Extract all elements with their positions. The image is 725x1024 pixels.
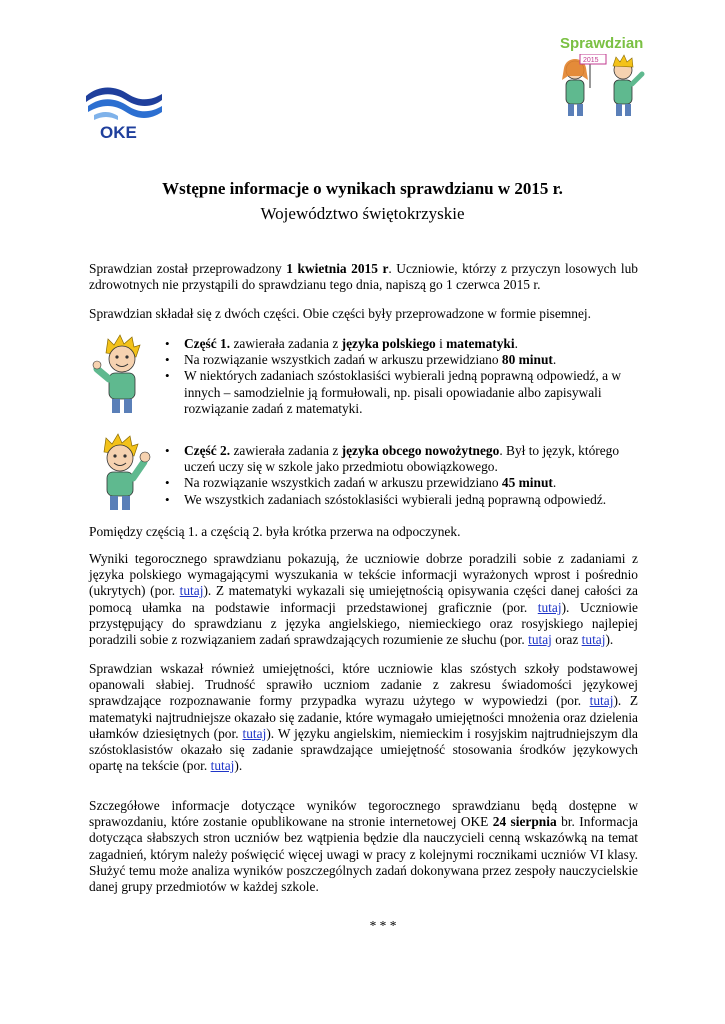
boy-waving-illustration	[94, 432, 152, 512]
link-tutaj[interactable]: tutaj	[528, 632, 552, 648]
bullet-icon: •	[165, 475, 170, 491]
exam-date: 1 kwietnia 2015 r	[286, 261, 389, 276]
list-item: • Na rozwiązanie wszystkich zadań w arkuszu przewidziano 80 minut.	[165, 352, 557, 368]
bullet-icon: •	[165, 336, 170, 351]
bullet-icon: •	[165, 491, 170, 507]
link-tutaj[interactable]: tutaj	[581, 632, 606, 648]
intro-paragraph: Sprawdzian został przeprowadzony 1 kwietnia 2015 r. Uczniowie, którzy z przyczyn losowych lub zdrowotnych nie przystąpili do sprawdzianu tego dnia, napiszą go 1 czerwca 2015 r.	[89, 261, 638, 293]
bullet-icon: •	[165, 443, 170, 458]
oke-logo	[82, 82, 164, 144]
structure-paragraph: Sprawdzian składał się z dwóch części. Obie części były przeprowadzone w formie pisemnej.	[89, 306, 591, 321]
list-item: • Część 1. zawierała zadania z języka polskiego i matematyki.	[165, 336, 518, 351]
page-title: Wstępne informacje o wynikach sprawdzianu w 2015 r.	[162, 179, 563, 198]
link-tutaj[interactable]: tutaj	[242, 725, 267, 741]
bullet-icon: •	[165, 368, 170, 384]
link-tutaj[interactable]: tutaj	[537, 599, 562, 615]
link-tutaj[interactable]: tutaj	[210, 758, 235, 774]
part2-list	[162, 443, 638, 508]
link-tutaj[interactable]: tutaj	[179, 583, 204, 599]
list-item: • Na rozwiązanie wszystkich zadań w arkuszu przewidziano 45 minut.	[165, 475, 557, 491]
section-separator: * * *	[369, 918, 397, 933]
link-tutaj[interactable]: tutaj	[589, 693, 614, 709]
results-weaknesses-paragraph: Sprawdzian wskazał również umiejętności, które uczniowie klas szóstych szkoły podstawowej opanowali słabiej. Trudność sprawiło uczniom zadanie z zakresu świadomości językowej sprawdzające rozpoznawanie formy przypadka wyrazu użytego w wypowiedzi (por. tutaj). Z matematyki najtrudniejsze okazało się zadanie, które wymagało umiejętności mnożenia oraz dzielenia ułamków dziesiętnych (por. tutaj). W języku angielskim, niemieckim i rosyjskim najtrudniejszym dla szóstoklasistów okazało się zadanie sprawdzające umiejętność stosowania środków językowych opartę na tekście (por. tutaj).	[89, 661, 638, 774]
brand-sign-text: 2015	[583, 57, 599, 64]
details-paragraph: Szczegółowe informacje dotyczące wyników tegorocznego sprawdzianu będą dostępne w sprawozdaniu, które zostanie opublikowane na stronie internetowej OKE 24 sierpnia br. Informacja dotycząca słabszych stron uczniów bez wątpienia będzie dla nauczycieli cenną wskazówką na temat zagadnień, którym należy poświęcić więcej uwagi w pracy z kolejnymi rocznikami uczniów VI klasy. Służyć temu może analiza wyników poszczególnych zadań dokonywana przez zespoły nauczycielskie danej grupy przedmiotów w każdej szkole.	[89, 798, 638, 895]
list-item: • Część 2. zawierała zadania z języka obcego nowożytnego. Był to język, którego uczeń uczy się w szkole jako przedmiotu obowiązkowego.	[165, 443, 620, 475]
bullet-icon: •	[165, 352, 170, 368]
break-note: Pomiędzy częścią 1. a częścią 2. była krótka przerwa na odpoczynek.	[89, 524, 461, 539]
sprawdzian-brand-illustration	[548, 36, 658, 116]
boy-thumbs-up-illustration	[92, 333, 152, 415]
list-item: • W niektórych zadaniach szóstoklasiści wybierali jedną poprawną odpowiedź, a w innych – samodzielnie ją formułowali, np. pisali opowiadanie albo zapisywali rozwiązanie zadań z matematyki.	[165, 368, 622, 416]
part1-list	[162, 336, 638, 417]
oke-logo-text: OKE	[100, 123, 137, 142]
results-strengths-paragraph: Wyniki tegorocznego sprawdzianu pokazują, że uczniowie dobrze poradzili sobie z zadaniami z języka polskiego wymagającymi wyszukania w tekście informacji wyrażonych wprost i pośrednio (ukrytych) (por. tutaj). Z matematyki wykazali się umiejętnością opisywania części danej całości za pomocą ułamka na podstawie informacji przedstawionej graficznie (por. tutaj). Uczniowie przystępujący do sprawdzianu z języka angielskiego, niemieckiego oraz rosyjskiego najlepiej poradzili sobie z rozwiązaniem zadań sprawdzających rozumienie ze słuchu (por. tutaj oraz tutaj).	[89, 551, 638, 648]
brand-label: Sprawdzian	[560, 35, 644, 52]
publication-date: 24 sierpnia	[492, 814, 557, 830]
list-item: • We wszystkich zadaniach szóstoklasiści wybierali jedną poprawną odpowiedź.	[165, 491, 607, 507]
page-subtitle: Województwo świętokrzyskie	[260, 204, 465, 223]
